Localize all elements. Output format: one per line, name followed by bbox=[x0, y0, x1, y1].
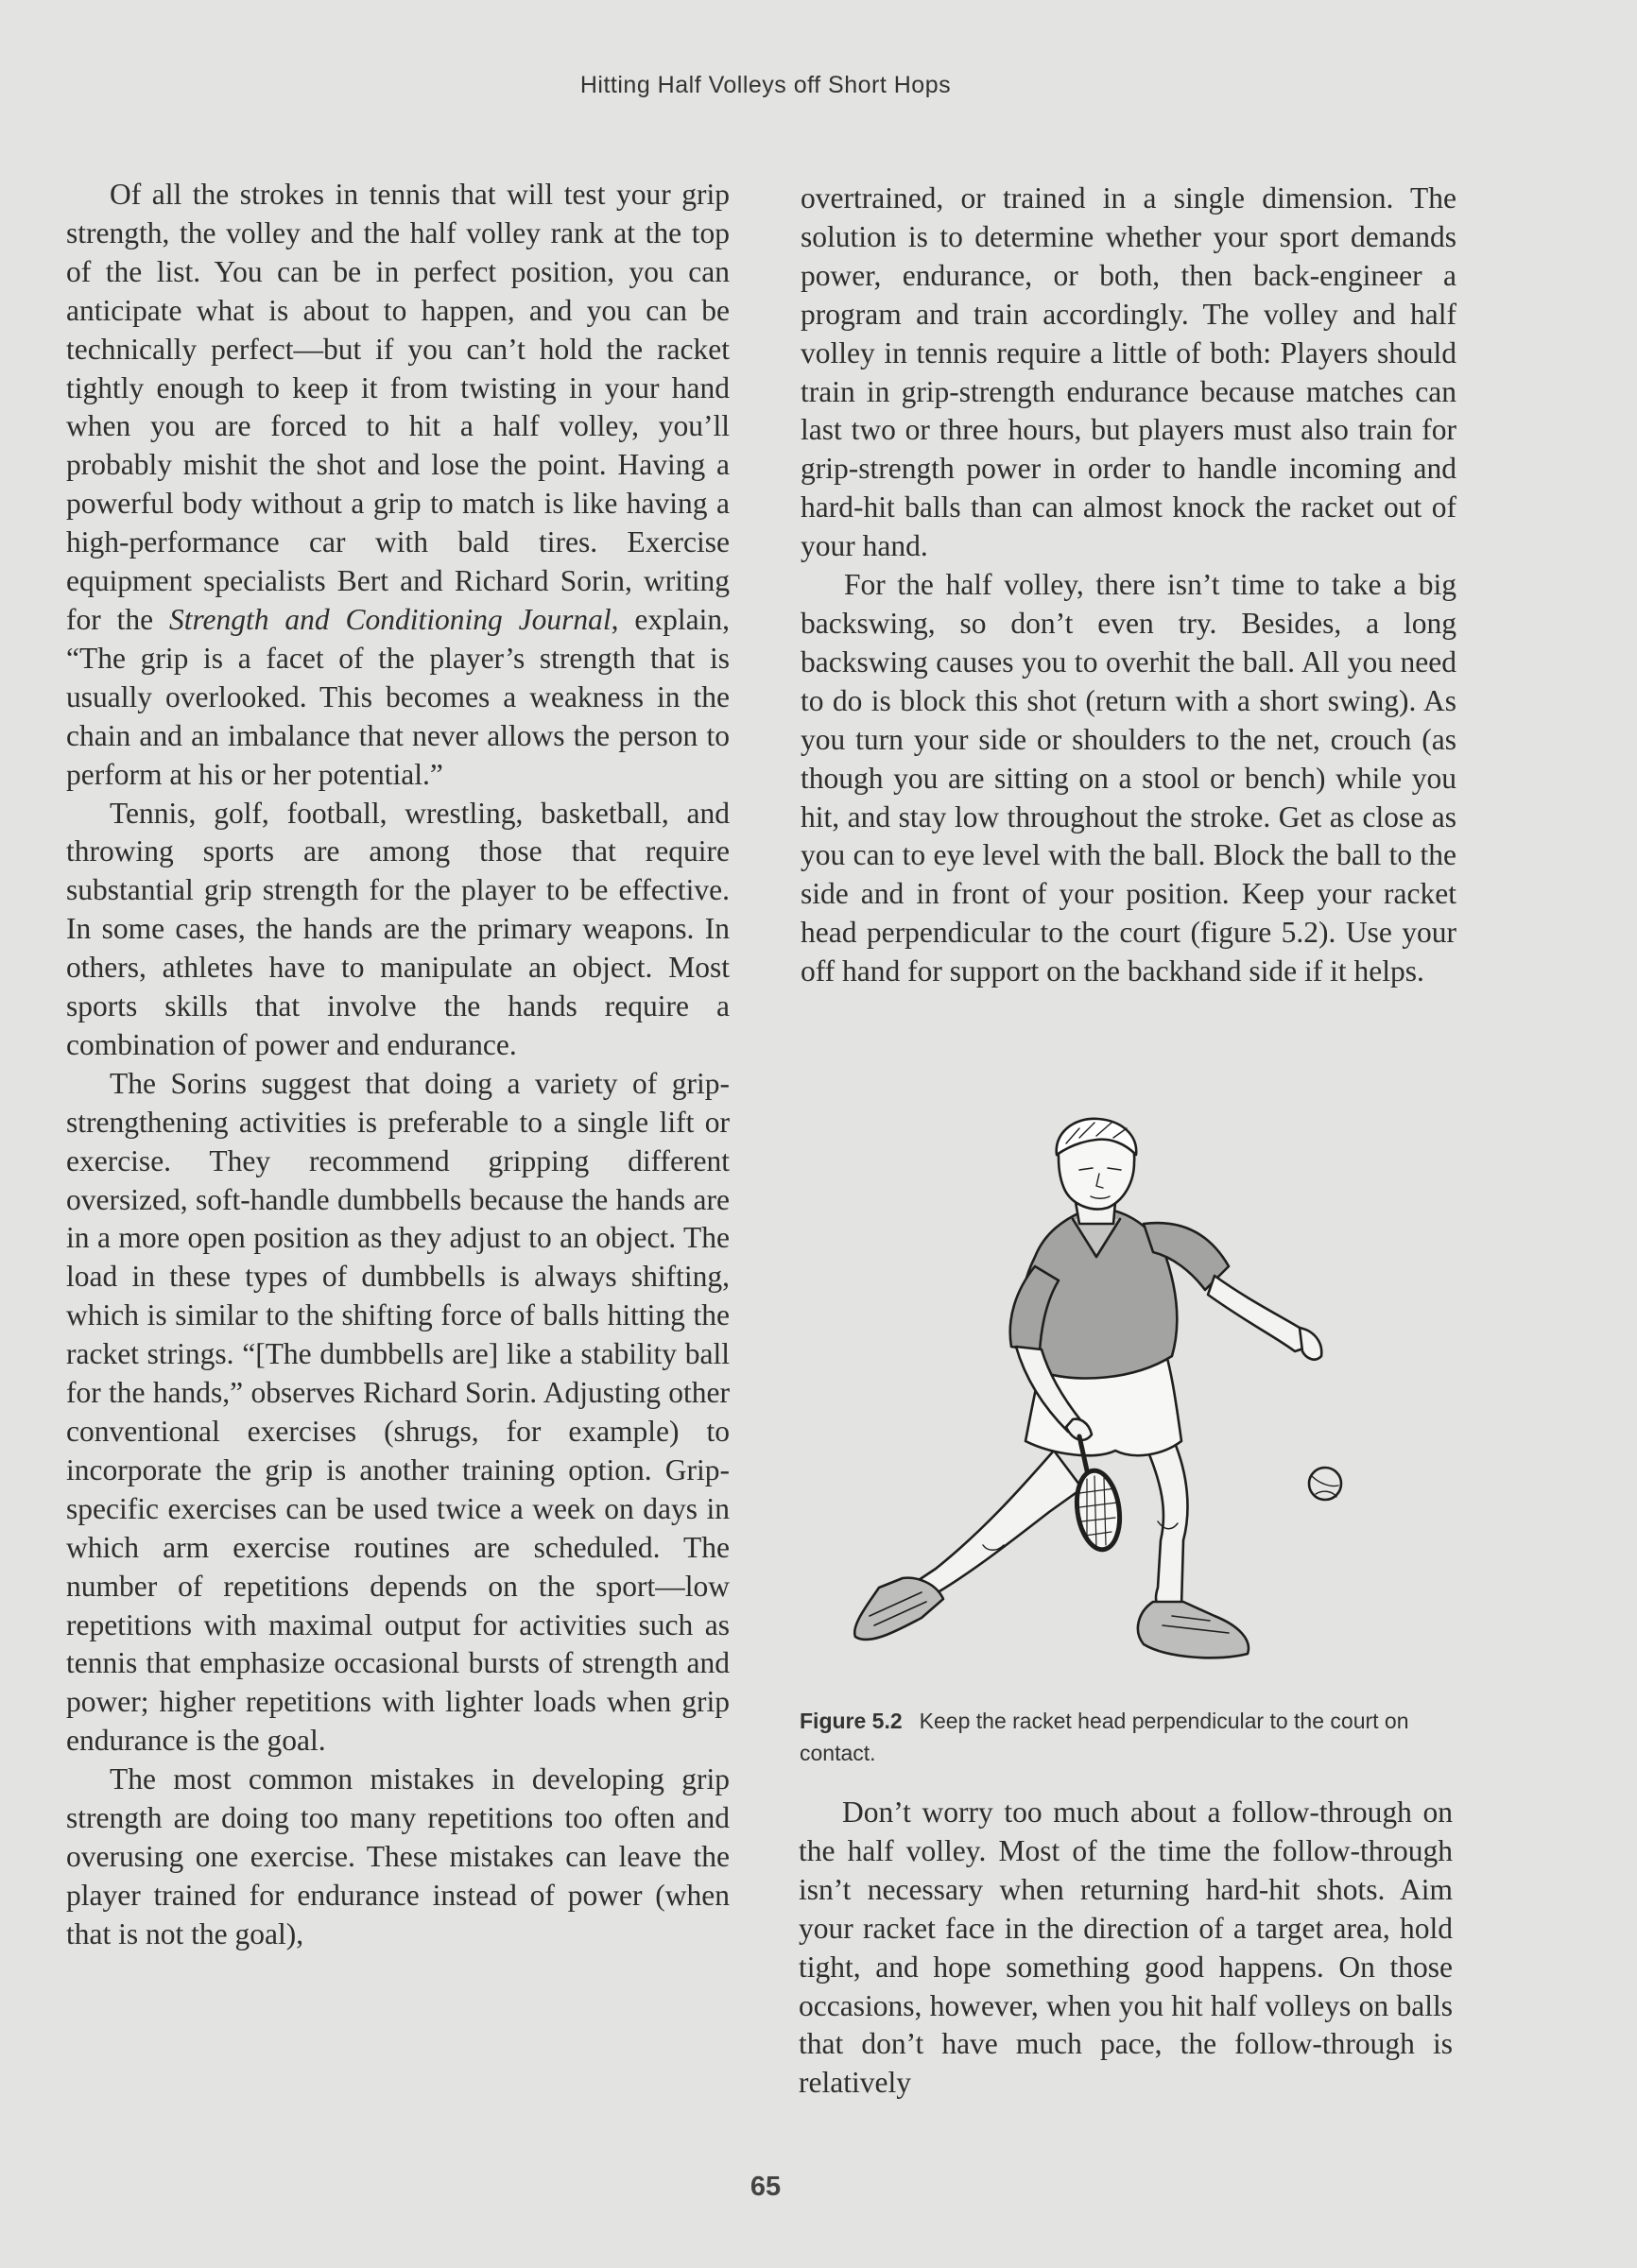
tennis-player-illustration bbox=[832, 1115, 1437, 1663]
figure-label: Figure 5.2 bbox=[800, 1709, 903, 1733]
paragraph: Of all the strokes in tennis that will test your grip strength, the volley and the half volley rank at the top of the list. You can be in perfect position, you can anticipate what is about to happen, and you can be technically perfect—but if you can’t hold the racket tightly enough to keep it from twisting in your hand when you are forced to hit a half volley, you’ll probably mishit the shot and lose the point. Having a powerful body without a grip to match is like having a high-performance car with bald tires. Exercise equipment specialists Bert and Richard Sorin, writing for the Strength and Conditioning Journal, explain, “The grip is a facet of the player’s strength that is usually overlooked. This becomes a weakness in the chain and an imbalance that never allows the person to perform at his or her potential.” bbox=[66, 178, 730, 791]
paragraph: The most common mistakes in developing grip strength are doing too many repetitions too often and overusing one exercise. These mistakes can leave the player trained for endurance instead of power (when that is not the goal), bbox=[66, 1762, 730, 1950]
paragraph: overtrained, or trained in a single dimension. The solution is to determine whether your sport demands power, endurance, or both, then back-engineer a program and train accordingly. The volley and half volley in tennis require a little of both: Players should train in grip-strength endurance because matches can last two or three hours, but players must also train for grip-strength power in order to handle incoming and hard-hit balls than can almost knock the racket out of your hand. bbox=[801, 181, 1456, 563]
paragraph: For the half volley, there isn’t time to take a big backswing, so don’t even try. Besides, a long backswing causes you to overhit the ball. All you need to do is block this shot (return with a short swing). As you turn your side or shoulders to the net, crouch (as though you are sitting on a stool or bench) while you hit, and stay low throughout the stroke. Get as close as you can to eye level with the ball. Block the ball to the side and in front of your position. Keep your racket head perpendicular to the court (figure 5.2). Use your off hand for support on the backhand side if it helps. bbox=[801, 568, 1456, 988]
running-head: Hitting Half Volleys off Short Hops bbox=[579, 72, 952, 98]
right-column-bottom bbox=[799, 1794, 1453, 2103]
page-number: 65 bbox=[750, 2172, 782, 2202]
figure-caption bbox=[800, 1705, 1452, 1769]
figure-caption-text: Keep the racket head perpendicular to the court on contact. bbox=[800, 1709, 1409, 1765]
journal-title: Strength and Conditioning Journal bbox=[168, 602, 612, 636]
paragraph: Don’t worry too much about a follow-through on the half volley. Most of the time the follow-through isn’t necessary when returning hard-hit shots. Aim your racket face in the direction of a target area, hold tight, and hope something good happens. On those occasions, however, when you hit half volleys on balls that don’t have much pace, the follow-through is relatively bbox=[799, 1796, 1453, 2100]
figure-illustration bbox=[832, 1115, 1437, 1663]
paragraph: The Sorins suggest that doing a variety of grip-strengthening activities is preferable to a single lift or exercise. They recommend gripping different oversized, soft-handle dumbbells because the hands are in a more open position as they adjust to an object. The load in these types of dumbbells is always shifting, which is similar to the shifting force of balls hitting the racket strings. “[The dumbbells are] like a stability ball for the hands,” observes Richard Sorin. Adjusting other conventional exercises (shrugs, for example) to incorporate the grip is another training option. Grip-specific exercises can be used twice a week on days in which arm exercise routines are scheduled. The number of repetitions depends on the sport—low repetitions with maximal output for activities such as tennis that emphasize occasional bursts of strength and power; higher repetitions with lighter loads when grip endurance is the goal. bbox=[66, 1066, 730, 1758]
left-column bbox=[66, 176, 730, 1954]
paragraph: Tennis, golf, football, wrestling, basketball, and throwing sports are among those that require substantial grip strength for the player to be effective. In some cases, the hands are the primary weapons. In others, athletes have to manipulate an object. Most sports skills that involve the hands require a combination of power and endurance. bbox=[66, 796, 730, 1061]
right-column-top bbox=[801, 180, 1456, 991]
